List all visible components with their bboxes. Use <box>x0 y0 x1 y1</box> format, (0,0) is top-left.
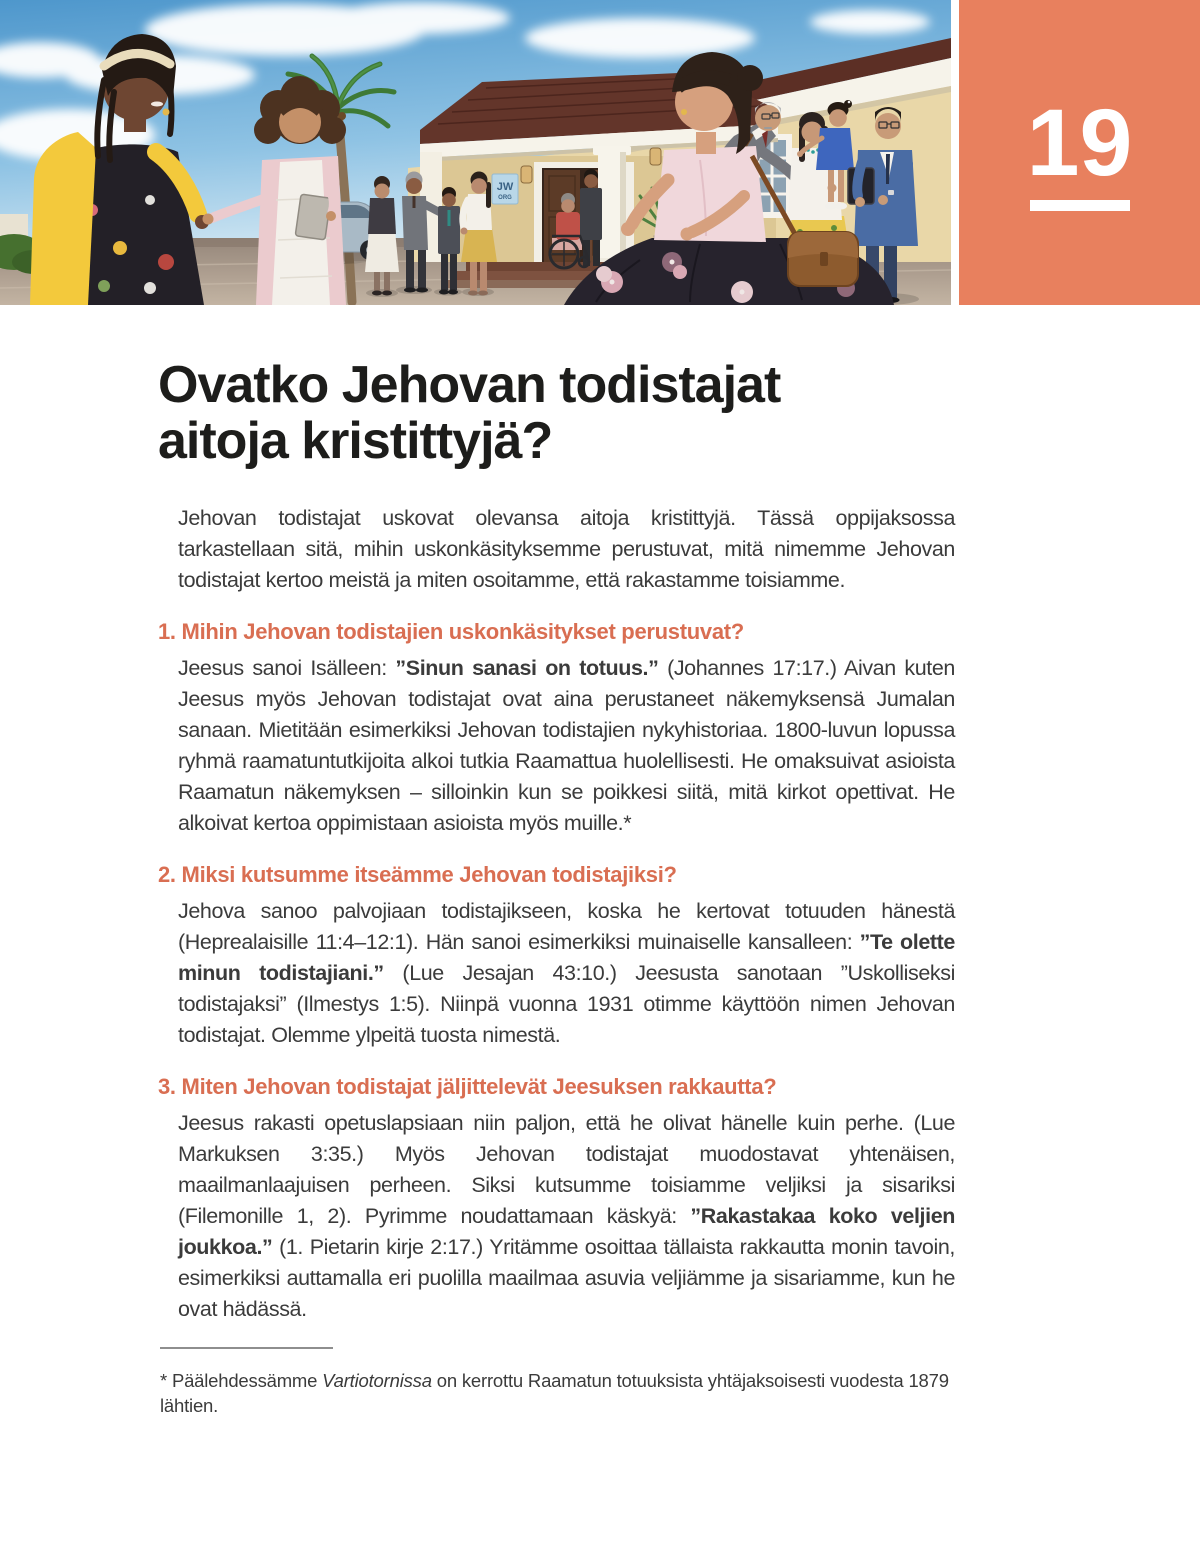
page-title: Ovatko Jehovan todistajat aitoja kristittyjä? <box>158 356 781 470</box>
intro-paragraph: Jehovan todistajat uskovat olevansa aitoja kristittyjä. Tässä oppijaksossa tarkastellaan sitä, mihin uskonkäsityksemme perustuvat, mitä nimemme Jehovan todistajat kertoo meistä ja miten osoitamme, että rakastamme toisiamme. <box>178 506 955 592</box>
jw-sign-text: JW <box>496 181 514 193</box>
page-header <box>0 0 1200 305</box>
family-group <box>396 172 497 297</box>
section-2 <box>158 861 955 1051</box>
wall-lamp <box>650 148 661 165</box>
footnote-block <box>158 1347 955 1418</box>
section-1 <box>158 618 955 839</box>
jw-sign-subtext: ORG <box>498 195 512 201</box>
section-2-heading: 2. Miksi kutsumme itseämme Jehovan todistajiksi? <box>158 862 677 887</box>
hero-photo <box>0 0 951 305</box>
section-1-paragraph: Jeesus sanoi Isälleen: ”Sinun sanasi on totuus.” (Johannes 17:17.) Aivan kuten Jeesus myös Jehovan todistajat ovat aina perustaneet näkemyksensä Jumalan sanaan. Mietitään esimerkiksi Jehovan todistajien nykyhistoriaa. 1800-luvun lopussa ryhmä raamatuntutkijoita alkoi tutkia Raamattua huolellisesti. He omaksuivat asioista Raamatun näkemyksen – silloinkin kun se poikkesi siitä, mitä kirkot opettivat. He alkoivat kertoa oppimistaan asioista myös muille.* <box>178 656 955 835</box>
section-3-heading: 3. Miten Jehovan todistajat jäljittelevät Jeesuksen rakkautta? <box>158 1074 777 1099</box>
lesson-number-badge <box>959 0 1200 305</box>
lesson-number: 19 <box>1026 90 1133 196</box>
lesson-number-underline <box>1030 200 1130 211</box>
tablet <box>295 194 331 240</box>
section-3 <box>158 1073 955 1325</box>
lesson-content <box>158 357 955 1418</box>
section-1-heading: 1. Mihin Jehovan todistajien uskonkäsitykset perustuvat? <box>158 619 744 644</box>
footnote-rule <box>160 1347 333 1349</box>
wall-lamp <box>521 166 532 183</box>
section-2-paragraph: Jehova sanoo palvojiaan todistajikseen, koska he kertovat totuuden hänestä (Heprealaisille 11:4–12:1). Hän sanoi esimerkiksi muinaiselle kansalleen: ”Te olette minun todistajiani.” (Lue Jesajan 43:10.) Jeesusta sanotaan ”Uskolliseksi todistajaksi” (Ilmestys 1:5). Niinpä vuonna 1931 otimme käyttöön nimen Jehovan todistajat. Olemme ylpeitä tuosta nimestä. <box>178 899 955 1047</box>
hero-photo-illustration <box>0 0 951 305</box>
section-3-paragraph: Jeesus rakasti opetuslapsiaan niin paljon, että he olivat hänelle kuin perhe. (Lue Markuksen 3:35.) Myös Jehovan todistajat muodostavat yhtenäisen, maailmanlaajuisen perheen. Siksi kutsumme toisiamme veljiksi ja sisariksi (Filemonille 1, 2). Pyrimme noudattamaan käskyä: ”Rakastakaa koko veljien joukkoa.” (1. Pietarin kirje 2:17.) Yritämme osoittaa tällaista rakkautta monin tavoin, esimerkiksi auttamalla eri puolilla maailmaa asuvia veljiämme ja sisariamme, kun he ovat hädässä. <box>178 1111 955 1321</box>
jw-sign <box>492 174 518 204</box>
footnote-text: * Päälehdessämme Vartiotornissa on kerrottu Raamatun totuuksista yhtäjaksoisesti vuodesta 1879 lähtien. <box>160 1369 949 1416</box>
